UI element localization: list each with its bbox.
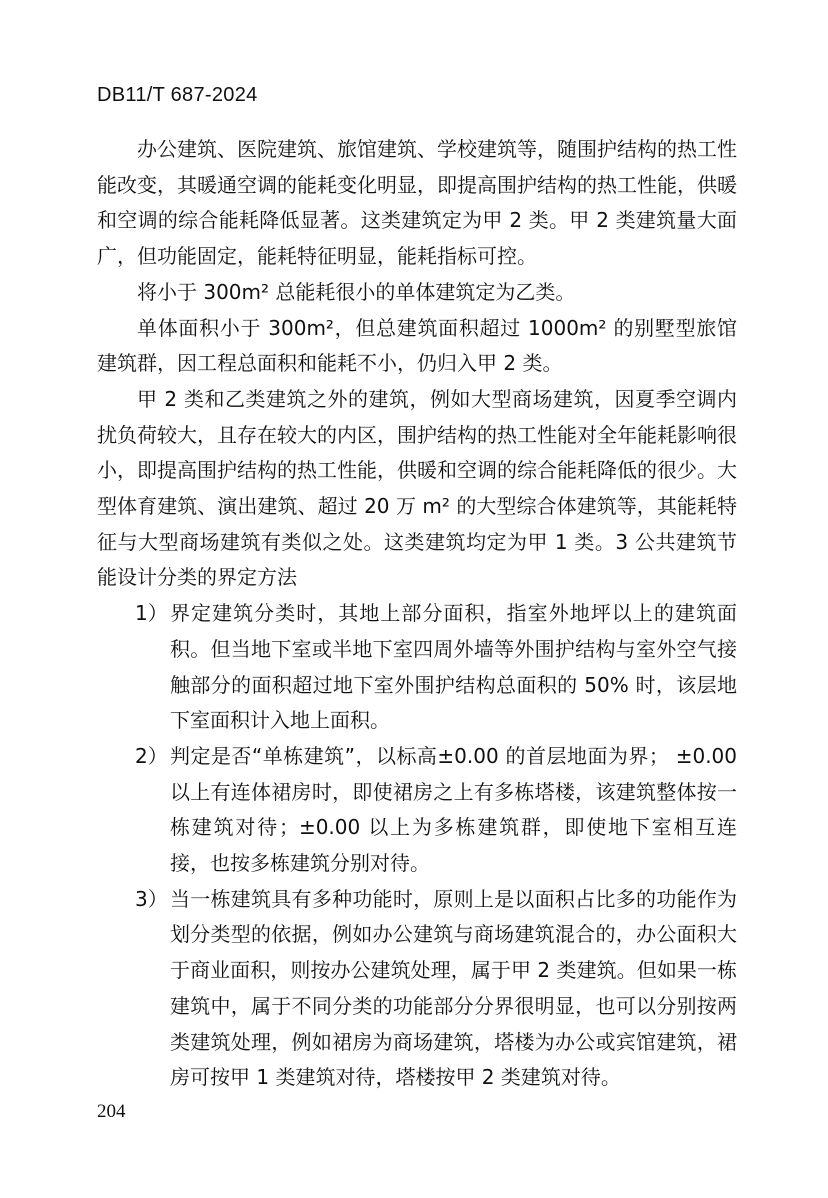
list-item-number: 3） — [135, 886, 168, 911]
list-item-number: 1） — [135, 601, 168, 626]
paragraph: 办公建筑、医院建筑、旅馆建筑、学校建筑等，随围护结构的热工性能改变，其暖通空调的能耗变化明显，即提高围护结构的热工性能，供暖和空调的综合能耗降低显著。这类建筑定为甲 2 类。甲 2 类建筑量大面广，但功能固定，能耗特征明显，能耗指标可控。 — [97, 137, 737, 269]
list-item-number: 2） — [135, 743, 168, 768]
list-item — [97, 739, 737, 882]
page-number: 204 — [97, 1101, 126, 1122]
list-item — [97, 596, 737, 739]
list-item — [97, 882, 737, 1096]
list-item-text: 当一栋建筑具有多种功能时，原则上是以面积占比多的功能作为划分类型的依据，例如办公建筑与商场建筑混合的，办公面积大于商业面积，则按办公建筑处理，属于甲 2 类建筑。但如果一栋建筑中，属于不同分类的功能部分分界很明显，也可以分别按两类建筑处理，例如裙房为商场建筑，塔楼为办公或宾馆建筑，裙房可按甲 1 类建筑对待，塔楼按甲 2 类建筑对待。 — [170, 886, 737, 1090]
paragraph: 单体面积小于 300m²，但总建筑面积超过 1000m² 的别墅型旅馆建筑群，因工程总面积和能耗不小，仍归入甲 2 类。 — [97, 315, 737, 376]
list-item-text: 判定是否“单栋建筑”，以标高±0.00 的首层地面为界； ±0.00 以上有连体裙房时，即使裙房之上有多栋塔楼，该建筑整体按一栋建筑对待；±0.00 以上为多栋建筑群，即使地下室相互连接，也按多栋建筑分别对待。 — [170, 743, 737, 876]
body-text — [97, 132, 737, 1096]
list-item-text: 界定建筑分类时，其地上部分面积，指室外地坪以上的建筑面积。但当地下室或半地下室四周外墙等外围护结构与室外空气接触部分的面积超过地下室外围护结构总面积的 50% 时，该层地下室面积计入地上面积。 — [170, 601, 737, 733]
paragraph: 甲 2 类和乙类建筑之外的建筑，例如大型商场建筑，因夏季空调内扰负荷较大，且存在较大的内区，围护结构的热工性能对全年能耗影响很小，即提高围护结构的热工性能，供暖和空调的综合能耗降低的很少。大型体育建筑、演出建筑、超过 20 万 m² 的大型综合体建筑等，其能耗特征与大型商场建筑有类似之处。这类建筑均定为甲 1 类。3 公共建筑节能设计分类的界定方法 — [97, 386, 737, 590]
paragraph: 将小于 300m² 总能耗很小的单体建筑定为乙类。 — [137, 279, 576, 304]
document-code-header: DB11/T 687-2024 — [97, 84, 258, 106]
